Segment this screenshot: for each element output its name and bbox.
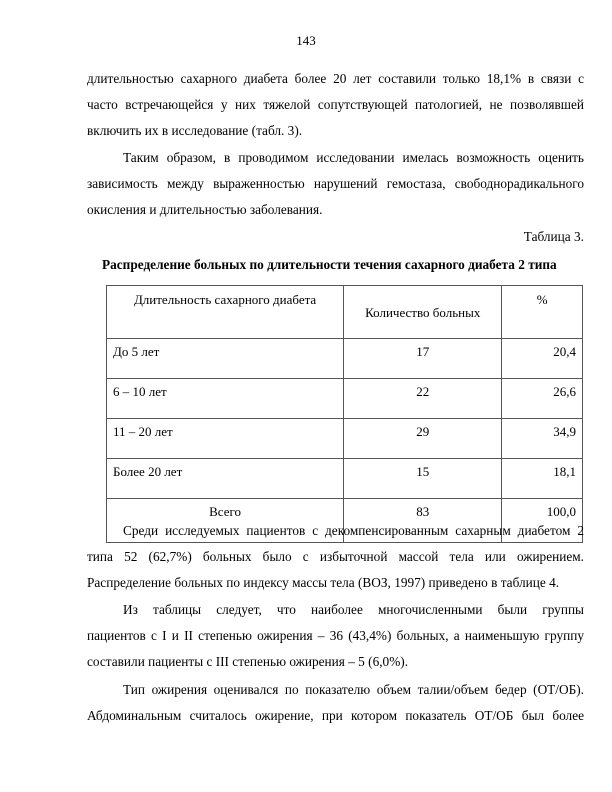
cell-count: 22 — [344, 379, 502, 419]
cell-count: 29 — [344, 419, 502, 459]
paragraph-overweight-patients — [87, 518, 584, 596]
page-number: 143 — [296, 33, 316, 48]
paragraph-obesity-type — [87, 677, 584, 729]
table-label: Таблица 3. — [523, 229, 584, 244]
cell-total-label: Всего — [107, 499, 344, 543]
column-header-patient-count: Количество больных — [344, 286, 502, 339]
duration-distribution-table — [106, 285, 583, 543]
text-line: часто встречающейся у них тяжелой сопутствующей патологией, не позволявшей — [87, 97, 584, 112]
cell-percent: 20,4 — [502, 339, 583, 379]
text-line: Тип ожирения оценивался по показателю объем талии/объем бедер (ОТ/ОБ). — [123, 682, 584, 697]
cell-count: 17 — [344, 339, 502, 379]
cell-duration: До 5 лет — [107, 339, 344, 379]
cell-count: 15 — [344, 459, 502, 499]
cell-duration: Более 20 лет — [107, 459, 344, 499]
paragraph-study-possibility — [87, 145, 584, 223]
text-line: включить их в исследование (табл. 3). — [87, 123, 303, 138]
cell-duration: 11 – 20 лет — [107, 419, 344, 459]
cell-total-percent: 100,0 — [502, 499, 583, 543]
cell-duration: 6 – 10 лет — [107, 379, 344, 419]
text-line: Таким образом, в проводимом исследовании имелась возможность оценить — [123, 150, 584, 165]
text-line: Абдоминальным считалось ожирение, при котором показатель ОТ/ОБ был более — [87, 708, 584, 723]
text-line: Распределение больных по индексу массы тела (ВОЗ, 1997) приведено в таблице 4. — [87, 575, 560, 590]
table-row — [107, 459, 583, 499]
table-row — [107, 379, 583, 419]
paragraph-duration-exclusion — [87, 66, 584, 144]
cell-percent: 18,1 — [502, 459, 583, 499]
cell-percent: 34,9 — [502, 419, 583, 459]
table-row — [107, 339, 583, 379]
text-line: Из таблицы следует, что наиболее многочисленными были группы — [123, 602, 584, 617]
column-header-percent: % — [502, 286, 583, 339]
table-header-row — [107, 286, 583, 339]
paragraph-obesity-groups — [87, 597, 584, 675]
text-line: типа 52 (62,7%) больных было с избыточной массой тела или ожирением. — [87, 549, 584, 564]
text-line: составили пациенты с III степенью ожирения – 5 (6,0%). — [87, 654, 409, 669]
table-row — [107, 419, 583, 459]
text-line: Среди исследуемых пациентов с декомпенсированным сахарным диабетом 2 — [123, 523, 584, 538]
cell-percent: 26,6 — [502, 379, 583, 419]
table-title: Распределение больных по длительности течения сахарного диабета 2 типа — [102, 257, 557, 272]
text-line: окисления и длительностью заболевания. — [87, 202, 323, 217]
cell-total-count: 83 — [344, 499, 502, 543]
text-line: длительностью сахарного диабета более 20 лет составили только 18,1% в связи с — [87, 71, 584, 86]
text-line: пациентов с I и II степенью ожирения – 36 (43,4%) больных, а наименьшую группу — [87, 628, 584, 643]
column-header-duration: Длительность сахарного диабета — [107, 286, 344, 339]
text-line: зависимость между выраженностью нарушений гемостаза, свободнорадикального — [87, 176, 584, 191]
